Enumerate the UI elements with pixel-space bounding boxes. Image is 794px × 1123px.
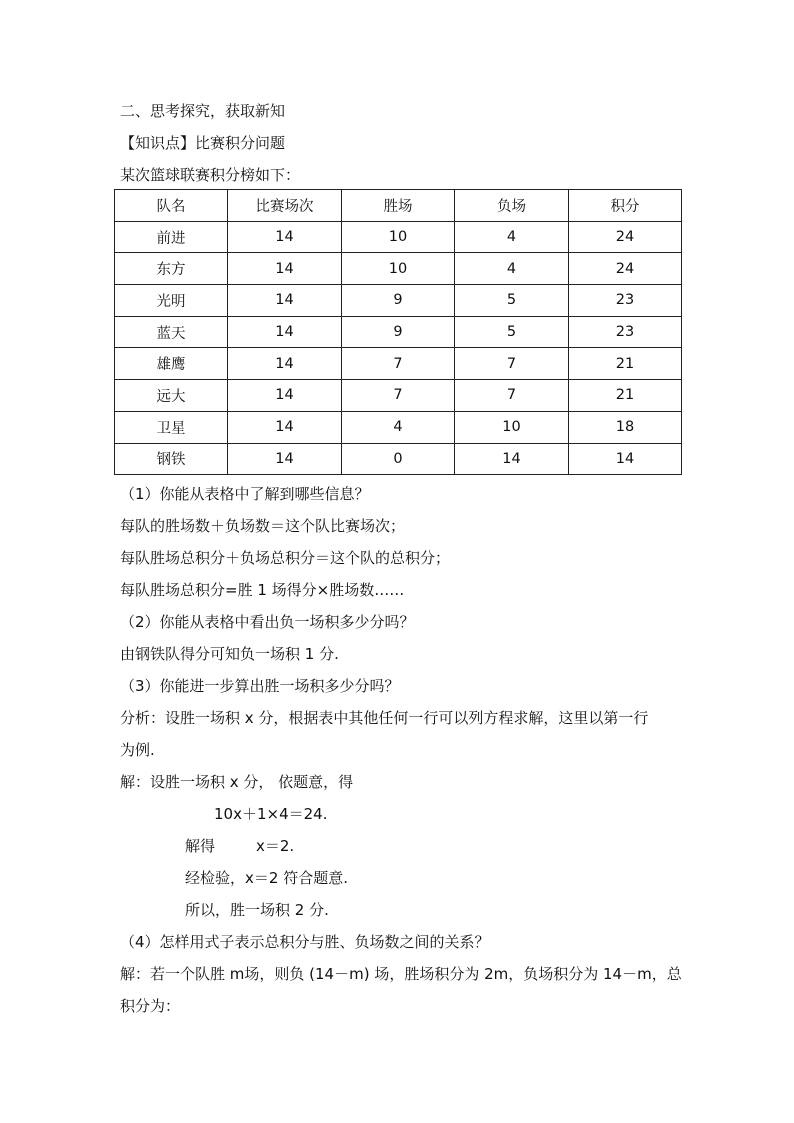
header-wins: 胜场: [342, 190, 455, 222]
header-losses: 负场: [455, 190, 569, 222]
header-team: 队名: [115, 190, 228, 222]
cell-points: 24: [569, 253, 682, 285]
solve-label: 解得: [185, 837, 216, 855]
cell-losses: 5: [455, 316, 569, 348]
cell-losses: 14: [455, 443, 569, 475]
equation: 10x＋1×4＝24.: [214, 805, 328, 823]
section-title: 二、思考探究，获取新知: [120, 102, 286, 120]
cell-team: 蓝天: [115, 316, 228, 348]
cell-team: 钢铁: [115, 443, 228, 475]
cell-games: 14: [228, 253, 342, 285]
cell-points: 14: [569, 443, 682, 475]
cell-team: 远大: [115, 380, 228, 412]
info-line-3: 每队胜场总积分=胜 1 场得分×胜场数……: [120, 581, 405, 599]
cell-games: 14: [228, 443, 342, 475]
table-row: [115, 380, 682, 412]
cell-team: 光明: [115, 285, 228, 317]
cell-team: 前进: [115, 221, 228, 253]
table-row: [115, 348, 682, 380]
table-intro: 某次篮球联赛积分榜如下：: [120, 166, 301, 184]
cell-wins: 0: [342, 443, 455, 475]
cell-losses: 4: [455, 253, 569, 285]
table-row: [115, 221, 682, 253]
cell-losses: 10: [455, 411, 569, 443]
table-row: [115, 411, 682, 443]
cell-wins: 9: [342, 316, 455, 348]
header-games: 比赛场次: [228, 190, 342, 222]
table-row: [115, 253, 682, 285]
cell-games: 14: [228, 348, 342, 380]
answer-4-line-1: 解：若一个队胜 m场，则负 (14－m) 场，胜场积分为 2m，负场积分为 14－m，总: [120, 965, 682, 983]
cell-games: 14: [228, 316, 342, 348]
solve-value: x＝2.: [256, 837, 295, 855]
cell-wins: 9: [342, 285, 455, 317]
cell-losses: 4: [455, 221, 569, 253]
cell-games: 14: [228, 411, 342, 443]
cell-points: 21: [569, 380, 682, 412]
question-3: （3）你能进一步算出胜一场积多少分吗？: [120, 677, 400, 695]
cell-games: 14: [228, 285, 342, 317]
check-line: 经检验，x＝2 符合题意.: [185, 869, 348, 887]
cell-points: 18: [569, 411, 682, 443]
cell-team: 东方: [115, 253, 228, 285]
question-1: （1）你能从表格中了解到哪些信息？: [120, 485, 370, 503]
header-points: 积分: [569, 190, 682, 222]
cell-wins: 7: [342, 380, 455, 412]
cell-team: 卫星: [115, 411, 228, 443]
cell-points: 21: [569, 348, 682, 380]
cell-points: 23: [569, 316, 682, 348]
info-line-1: 每队的胜场数＋负场数＝这个队比赛场次；: [120, 517, 406, 535]
question-2: （2）你能从表格中看出负一场积多少分吗？: [120, 613, 415, 631]
table-header-row: [115, 190, 682, 222]
knowledge-point-heading: 【知识点】比赛积分问题: [120, 134, 286, 152]
cell-losses: 7: [455, 348, 569, 380]
cell-games: 14: [228, 221, 342, 253]
cell-wins: 10: [342, 221, 455, 253]
answer-4-line-2: 积分为：: [120, 997, 181, 1015]
conclusion-line: 所以，胜一场积 2 分.: [185, 901, 329, 919]
table-row: [115, 316, 682, 348]
info-line-2: 每队胜场总积分＋负场总积分＝这个队的总积分；: [120, 549, 451, 567]
analysis-line-2: 为例.: [120, 741, 155, 759]
cell-team: 雄鹰: [115, 348, 228, 380]
cell-wins: 4: [342, 411, 455, 443]
cell-losses: 7: [455, 380, 569, 412]
table-row: [115, 285, 682, 317]
cell-games: 14: [228, 380, 342, 412]
cell-points: 24: [569, 221, 682, 253]
question-4: （4）怎样用式子表示总积分与胜、负场数之间的关系？: [120, 933, 490, 951]
cell-wins: 10: [342, 253, 455, 285]
answer-2: 由钢铁队得分可知负一场积 1 分.: [120, 645, 339, 663]
cell-points: 23: [569, 285, 682, 317]
analysis-line-1: 分析：设胜一场积 x 分，根据表中其他任何一行可以列方程求解，这里以第一行: [120, 709, 649, 727]
cell-wins: 7: [342, 348, 455, 380]
cell-losses: 5: [455, 285, 569, 317]
solution-intro: 解：设胜一场积 x 分， 依题意，得: [120, 773, 354, 791]
score-table: [114, 189, 682, 475]
table-row: [115, 443, 682, 475]
